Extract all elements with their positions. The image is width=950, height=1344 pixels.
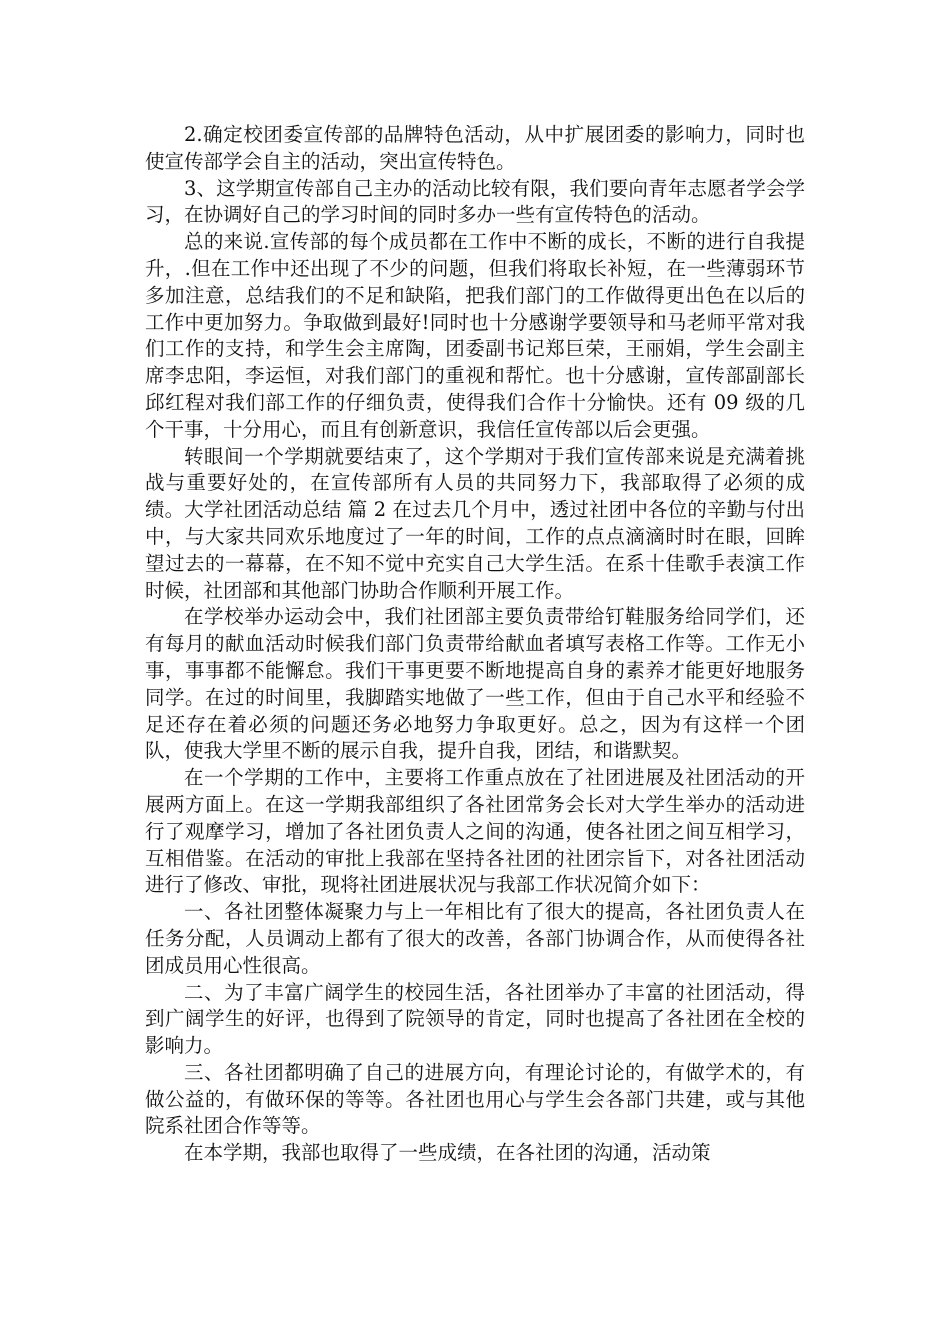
paragraph-1: 2.确定校团委宣传部的品牌特色活动，从中扩展团委的影响力，同时也使宣传部学会自主的活动，突出宣传特色。 <box>145 123 805 173</box>
paragraph-10: 在本学期，我部也取得了一些成绩，在各社团的沟通，活动策 <box>184 1141 711 1165</box>
paragraph-5: 在学校举办运动会中，我们社团部主要负责带给钉鞋服务给同学们，还有每月的献血活动时候我们部门负责带给献血者填写表格工作等。工作无小事，事事都不能懈怠。我们干事更要不断地提高自身的素养才能更好地服务同学。在过的时间里，我脚踏实地做了一些工作，但由于自己水平和经验不足还存在着必须的问题还务必地努力争取更好。总之，因为有这样一个团队，使我大学里不断的展示自我，提升自我，团结，和谐默契。 <box>145 605 805 763</box>
document-body <box>145 122 805 1167</box>
paragraph-8: 二、为了丰富广阔学生的校园生活，各社团举办了丰富的社团活动，得到广阔学生的好评，也得到了院领导的肯定，同时也提高了各社团在全校的影响力。 <box>145 980 805 1058</box>
paragraph-3: 总的来说.宣传部的每个成员都在工作中不断的成长，不断的进行自我提升，.但在工作中还出现了不少的问题，但我们将取长补短，在一些薄弱环节多加注意，总结我们的不足和缺陷，把我们部门的工作做得更出色在以后的工作中更加努力。争取做到最好!同时也十分感谢学要领导和马老师平常对我们工作的支持，和学生会主席陶，团委副书记郑巨荣，王丽娟，学生会副主席李忠阳，李运恒，对我们部门的重视和帮忙。也十分感谢，宣传部副部长邱红程对我们部工作的仔细负责，使得我们合作十分愉快。还有 09 级的几个干事，十分用心，而且有创新意识，我信任宣传部以后会更强。 <box>145 230 805 441</box>
paragraph-9: 三、各社团都明确了自己的进展方向，有理论讨论的，有做学术的，有做公益的，有做环保的等等。各社团也用心与学生会各部门共建，或与其他院系社团合作等等。 <box>145 1060 805 1138</box>
paragraph-7: 一、各社团整体凝聚力与上一年相比有了很大的提高，各社团负责人在任务分配，人员调动上都有了很大的改善，各部门协调合作，从而使得各社团成员用心性很高。 <box>145 900 805 977</box>
paragraph-4: 转眼间一个学期就要结束了，这个学期对于我们宣传部来说是充满着挑战与重要好处的，在宣传部所有人员的共同努力下，我部取得了必须的成绩。大学社团活动总结 篇 2 在过去几个月中，透过社团中各位的辛勤与付出中，与大家共同欢乐地度过了一年的时间，工作的点点滴滴时时在眼，回眸望过去的一幕幕，在不知不觉中充实自己大学生活。在系十佳歌手表演工作时候，社团部和其他部门协助合作顺利开展工作。 <box>145 444 805 602</box>
paragraph-6: 在一个学期的工作中，主要将工作重点放在了社团进展及社团活动的开展两方面上。在这一学期我部组织了各社团常务会长对大学生举办的活动进行了观摩学习，增加了各社团负责人之间的沟通，使各社团之间互相学习，互相借鉴。在活动的审批上我部在坚持各社团的社团宗旨下，对各社团活动进行了修改、审批，现将社团进展状况与我部工作状况简介如下： <box>145 766 805 897</box>
paragraph-2: 3、这学期宣传部自己主办的活动比较有限，我们要向青年志愿者学会学习，在协调好自己的学习时间的同时多办一些有宣传特色的活动。 <box>145 176 805 227</box>
